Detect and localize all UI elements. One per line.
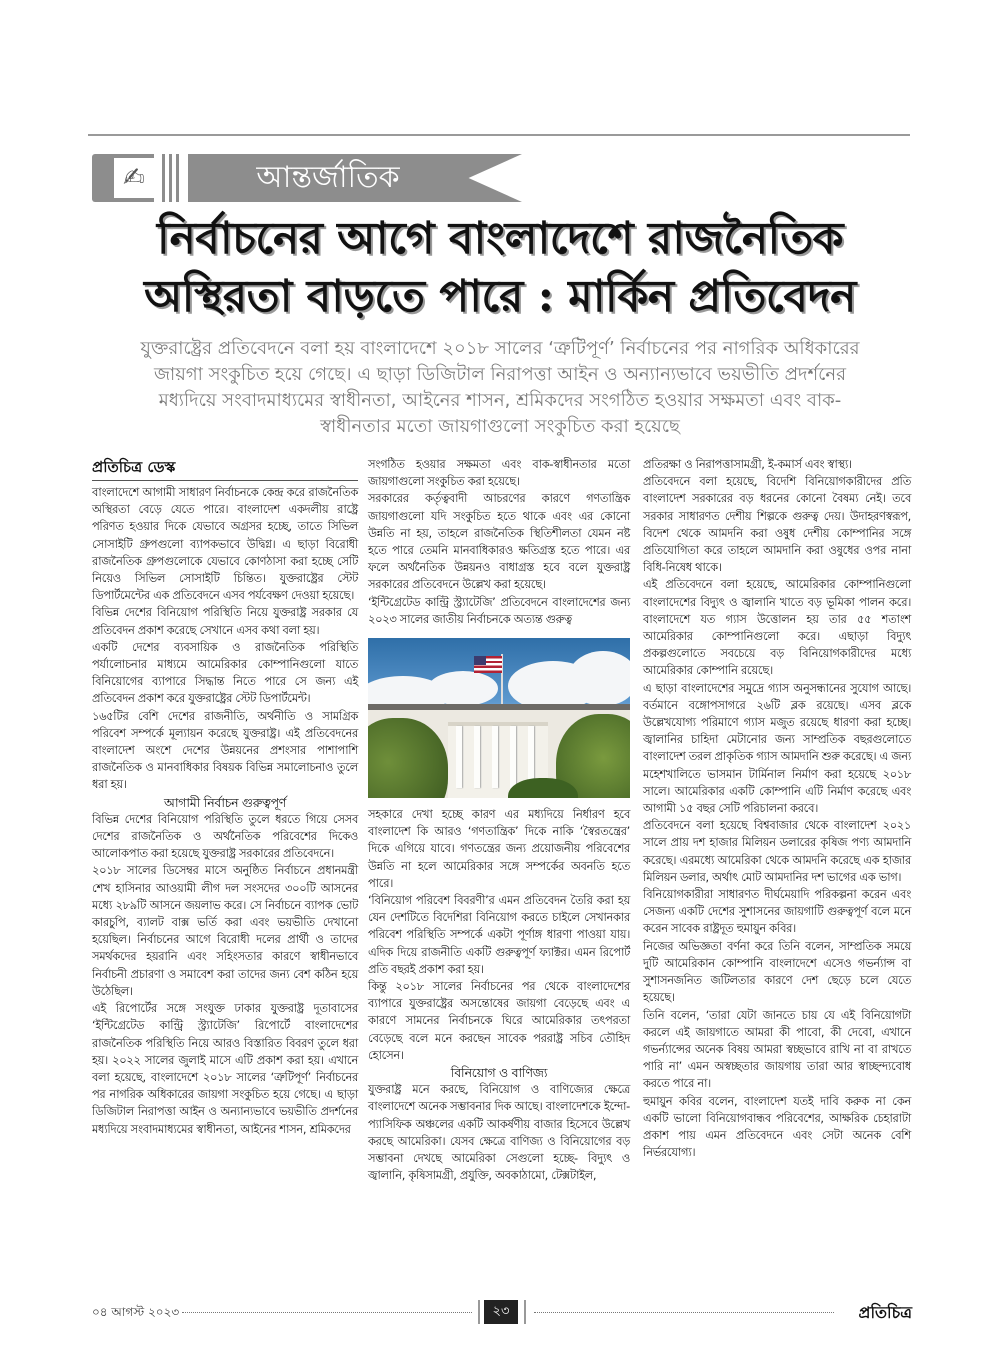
subhead: আগামী নির্বাচন গুরুত্বপূর্ণ: [163, 794, 287, 810]
paragraph: বাংলাদেশে আগামী সাধারণ নির্বাচনকে কেন্দ্র করে রাজনৈতিক অস্থিরতা বেড়ে যেতে পারে। বাংলাদেশ একদলীয় রাষ্ট্রে পরিণত হওয়ার দিকে যেভাবে অগ্রসর হচ্ছে, তাতে সিভিল সোসাইটি গ্রুপগুলো ব্যাপকভাবে উদ্বিগ্ন। এ ছাড়া বিরোধী রাজনৈতিক গ্রুপগুলোকে যেভাবে কোণঠাসা করা হচ্ছে সেটি নিয়েও সিভিল সোসাইটি চিন্তিত। যুক্তরাষ্ট্রের স্টেট ডিপার্টমেন্টের এক প্রতিবেদনে এসব পর্যবেক্ষণ দেওয়া হয়েছে।: [92, 485, 358, 603]
white-house-photo: [368, 638, 630, 798]
banner-bars: [162, 154, 180, 202]
paragraph: নিজের অভিজ্ঞতা বর্ণনা করে তিনি বলেন, সাম্প্রতিক সময়ে দুটি আমেরিকান কোম্পানি বাংলাদেশে এসেও গভর্ন্যান্স বা সুশাসনজনিত জটিলতার কারণে দেশ ছেড়ে চলে যেতে হয়েছে।: [643, 938, 911, 1005]
page-footer: [92, 1300, 912, 1324]
issue-date: ০৪ আগস্ট ২০২৩: [92, 1305, 180, 1319]
divider: [478, 1300, 480, 1324]
dotted-leader-left: [182, 1312, 472, 1313]
paragraph: সরকারের কর্তৃত্ববাদী আচরণের কারণে গণতান্ত্রিক জায়গাগুলো যদি সংকুচিত হতে থাকে এবং এর কোনো উন্নতি না হয়, তাহলে রাজনৈতিক স্থিতিশীলতা যেমন নষ্ট হতে পারে তেমনি মানবাধিকারও ক্ষতিগ্রস্ত হতে পারে। এর ফলে অর্থনৈতিক উন্নয়নও বাধাগ্রস্ত হবে বলে যুক্তরাষ্ট্র সরকারের প্রতিবেদনে উল্লেখ করা হয়েছে।: [368, 491, 630, 592]
byline: প্রতিচিত্র ডেস্ক: [92, 456, 358, 481]
section-banner: [92, 152, 522, 204]
paragraph: কিন্তু ২০১৮ সালের নির্বাচনের পর থেকে বাংলাদেশের ব্যাপারে যুক্তরাষ্ট্রের অসন্তোষের জায়গা বেড়েছে এবং এ কারণে সামনের নির্বাচনকে ঘিরে আমেরিকার তৎপরতা বেড়েছে বলে মনে করছেন সাবেক পররাষ্ট্র সচিব তৌহিদ হোসেন।: [368, 979, 630, 1062]
subheadline: যুক্তরাষ্ট্রের প্রতিবেদনে বলা হয় বাংলাদেশে ২০১৮ সালের ‘ত্রুটিপূর্ণ’ নির্বাচনের পর নাগরিক অধিকারের জায়গা সংকুচিত হয়ে গেছে। এ ছাড়া ডিজিটাল নিরাপত্তা আইন ও অন্যান্যভাবে ভয়ভীতি প্রদর্শনের মধ্যদিয়ে সংবাদমাধ্যমের স্বাধীনতা, আইনের শাসন, শ্রমিকদের সংগঠিত হওয়ার সক্ষমতা এবং বাক-স্বাধীনতার মতো জায়গাগুলো সংকুচিত করা হয়েছে: [140, 338, 860, 437]
dotted-leader-right: [534, 1312, 834, 1313]
paragraph: প্রতিবেদনে বলা হয়েছে, বিদেশি বিনিয়োগকারীদের প্রতি বাংলাদেশ সরকারের বড় ধরনের কোনো বৈষম্য নেই। তবে সরকার সাধারণত দেশীয় শিল্পকে গুরুত্ব দেয়। উদাহরণস্বরূপ, বিদেশ থেকে আমদনি করা ওষুধ দেশীয় কোম্পানির সঙ্গে প্রতিযোগিতা করে তাহলে আমদানি করা ওষুধের ওপর নানা বিধি-নিষেধ থাকে।: [643, 474, 911, 575]
banner-logo-block: [92, 154, 154, 202]
paragraph: প্রতিরক্ষা ও নিরাপত্তাসামগ্রী, ই-কমার্স এবং স্বাস্থ্য।: [643, 457, 852, 471]
headline-line-2: অস্থিরতা বাড়তে পারে : মার্কিন প্রতিবেদন: [144, 271, 856, 322]
paragraph: সহকারে দেখা হচ্ছে কারণ এর মধ্যদিয়ে নির্ধারণ হবে বাংলাদেশ কি আরও ‘গণতান্ত্রিক’ দিকে নাকি ‘স্বৈরতন্ত্রের’ দিকে এগিয়ে যাবে। গণতন্ত্রের জন্য প্রয়োজনীয় পরিবেশের উন্নতি না হলে আমেরিকার সঙ্গে সম্পর্কের অবনতি হতে পারে।: [368, 807, 630, 890]
paragraph: প্রতিবেদনে বলা হয়েছে বিশ্ববাজার থেকে বাংলাদেশ ২০২১ সালে প্রায় দশ হাজার মিলিয়ন ডলারের কৃষিজ পণ্য আমদানি করেছে। এরমধ্যে আমেরিকা থেকে আমদনি করেছে এক হাজার মিলিয়ন ডলার, অর্থাৎ মোট আমদানির দশ ভাগের এক ভাগ।: [643, 818, 911, 884]
paragraph: এই রিপোর্টের সঙ্গে সংযুক্ত ঢাকার যুক্তরাষ্ট্র দূতাবাসের ‘ইন্টিগ্রেটেড কান্ট্রি স্ট্র্যাটেজি’ রিপোর্টে বাংলাদেশের রাজনৈতিক পরিস্থিতি নিয়ে আরও বিস্তারিত বিবরণ তুলে ধরা হয়। ২০২২ সালের জুলাই মাসে এটি প্রকাশ করা হয়। এখানে বলা হয়েছে, বাংলাদেশে ২০১৮ সালের ‘ত্রুটিপূর্ণ’ নির্বাচনের পর নাগরিক অধিকারের জায়গা সংকুচিত হয়ে গেছে। এ ছাড়া ডিজিটাল নিরাপত্তা আইন ও অন্যান্যভাবে ভয়ভীতি প্রদর্শনের মধ্যদিয়ে সংবাদমাধ্যমের স্বাধীনতা, আইনের শাসন, শ্রমিকদের: [92, 1001, 358, 1136]
paragraph: একটি দেশের ব্যবসায়িক ও রাজনৈতিক পরিস্থিতি পর্যালোচনার মাধ্যমে আমেরিকার কোম্পানিগুলো যাতে বিনিয়োগের ব্যাপারে সিদ্ধান্ত নিতে পারে সে জন্য এই প্রতিবেদন প্রকাশ করে যুক্তরাষ্ট্রের স্টেট ডিপার্টমেন্ট।: [92, 639, 358, 706]
paragraph: হুমায়ুন কবির বলেন, বাংলাদেশ যতই দাবি করুক না কেন একটি ভালো বিনিয়োগবান্ধব পরিবেশের, আক্ষরিক চেহারাটা প্রকাশ পায় এমন প্রতিবেদনে এবং সেটা অনেক বেশি নির্ভরযোগ্য।: [643, 1093, 911, 1160]
article-column-3: [643, 456, 911, 1161]
headline: [100, 210, 900, 326]
page-number: ২৩: [484, 1300, 518, 1324]
publication-brand: প্রতিচিত্র: [858, 1303, 912, 1322]
paragraph: বিভিন্ন দেশের বিনিয়োগ পরিস্থিতি নিয়ে যুক্তরাষ্ট্র সরকার যে প্রতিবেদন প্রকাশ করেছে সেখানে এসব কথা বলা হয়।: [92, 605, 358, 637]
top-rule: [88, 134, 910, 136]
paragraph: বিনিয়োগকারীরা সাধারণত দীর্ঘমেয়াদি পরিকল্পনা করেন এবং সেজন্য একটি দেশের সুশাসনের জায়গাটি গুরুত্বপূর্ণ বলে মনে করেন সাবেক রাষ্ট্রদূত হুমায়ুন কবির।: [643, 887, 911, 936]
paragraph: তিনি বলেন, ‘তারা যেটা জানতে চায় যে এই বিনিয়োগটা করলে এই জায়গাতে আমরা কী পাবো, কী দেবো, এখানে গভর্ন্যান্সের অনেক বিষয় আমরা স্বচ্ছভাবে রাখি না বা রাখতে পারি না’ এমন অস্বচ্ছতার জায়গায় তারা আর স্বাচ্ছন্দ্যবোধ করতে পারে না।: [643, 1007, 911, 1091]
paragraph: বিভিন্ন দেশের বিনিয়োগ পরিস্থিতি তুলে ধরতে গিয়ে সেসব দেশের রাজনৈতিক ও অর্থনৈতিক পরিবেশের দিকেও আলোকপাত করা হয়েছে যুক্তরাষ্ট্র সরকারের প্রতিবেদনে।: [92, 811, 358, 861]
article-column-2: [368, 456, 630, 1185]
headline-line-1: নির্বাচনের আগে বাংলাদেশে রাজনৈতিক: [157, 213, 843, 264]
article-column-1: [92, 456, 358, 1138]
us-flag-icon: [474, 656, 502, 673]
paragraph: ২০১৮ সালের ডিসেম্বর মাসে অনুষ্ঠিত নির্বাচনে প্রধানমন্ত্রী শেখ হাসিনার আওয়ামী লীগ দল সংসদের ৩০০টি আসনের মধ্যে ২৮৯টি আসনে জয়লাভ করে। সে নির্বাচনে ব্যাপক ভোট কারচুপি, ব্যালট বাক্স ভর্তি করা এবং ভয়ভীতি দেখানো হয়েছিল। নির্বাচনের আগে বিরোধী দলের প্রার্থী ও তাদের সমর্থকদের হয়রানি এবং সহিংসতার কারণে স্বাধীনভাবে নির্বাচনী প্রচারণা ও সমাবেশ করা তাদের জন্য বেশ কঠিন হয়ে উঠেছিল।: [92, 863, 358, 998]
paragraph: সংগঠিত হওয়ার সক্ষমতা এবং বাক-স্বাধীনতার মতো জায়গাগুলো সংকুচিত করা হয়েছে।: [368, 457, 630, 489]
paragraph: এই প্রতিবেদনে বলা হয়েছে, আমেরিকার কোম্পানিগুলো বাংলাদেশের বিদ্যুৎ ও জ্বালানি খাতে বড় ভূমিকা পালন করে। বাংলাদেশে যত গ্যাস উত্তোলন হয় তার ৫৫ শতাংশ আমেরিকার কোম্পানিগুলো করে। এছাড়া বিদ্যুৎ প্রকল্পগুলোতে সবচেয়ে বড় বিনিয়োগকারীদের মধ্যে আমেরিকার কোম্পানি রয়েছে।: [643, 577, 911, 678]
paragraph: ১৬৫টির বেশি দেশের রাজনীতি, অর্থনীতি ও সামগ্রিক পরিবেশ সম্পর্কে মূল্যায়ন করেছে যুক্তরাষ্ট্র। এই প্রতিবেদনের বাংলাদেশ অংশে দেশের উন্নয়নের প্রশংসার পাশাপাশি রাজনৈতিক ও মানবাধিকার বিষয়ক বিভিন্ন সমালোচনাও তুলে ধরা হয়।: [92, 708, 358, 792]
paragraph: ‘বিনিয়োগ পরিবেশ বিবরণী’র এমন প্রতিবেদন তৈরি করা হয় যেন দেশটিতে বিদেশিরা বিনিয়োগ করতে চাইলে সেখানকার পরিবেশ পরিস্থিতি সম্পর্কে একটা পূর্ণাঙ্গ ধারণা পাওয়া যায়। এদিক দিয়ে রাজনীতি একটি গুরুত্বপূর্ণ ফ্যাক্টর। এমন রিপোর্ট প্রতি বছরই প্রকাশ করা হয়।: [368, 893, 630, 976]
paragraph: এ ছাড়া বাংলাদেশের সমুদ্রে গ্যাস অনুসন্ধানের সুযোগ আছে। বর্তমানে বঙ্গোপসাগরে ২৬টি ব্লক রয়েছে। এসব ব্লকে উল্লেখযোগ্য পরিমাণে গ্যাস মজুত রয়েছে ধারণা করা হচ্ছে। জ্বালানির চাহিদা মেটানোর জন্য সাম্প্রতিক বছরগুলোতে বাংলাদেশ তরল প্রাকৃতিক গ্যাস আমদানি শুরু করেছে। এ জন্য মহেশখালিতে ভাসমান টার্মিনাল নির্মাণ করা হয়েছে ২০১৮ সালে। আমেরিকার একটি কোম্পানি এটি নির্মাণ করেছে এবং আগামী ১৫ বছর সেটি পরিচালনা করবে।: [643, 680, 911, 816]
section-label: আন্তর্জাতিক: [256, 160, 400, 195]
paragraph: যুক্তরাষ্ট্র মনে করছে, বিনিয়োগ ও বাণিজ্যের ক্ষেত্রে বাংলাদেশে অনেক সম্ভাবনার দিক আছে। বাংলাদেশকে ইন্দো-প্যাসিফিক অঞ্চলের একটি আকর্ষণীয় বাজার হিসেবে উল্লেখ করছে আমেরিকা। যেসব ক্ষেত্রে বাণিজ্য ও বিনিয়োগের বড় সম্ভাবনা দেখছে আমেরিকা সেগুলো হচ্ছে- বিদ্যুৎ ও জ্বালানি, কৃষিসামগ্রী, প্রযুক্তি, অবকাঠামো, টেক্সটাইল,: [368, 1082, 630, 1183]
subhead: বিনিয়োগ ও বাণিজ্য: [450, 1065, 548, 1081]
divider: [524, 1300, 526, 1324]
quill-pen-icon: ✍: [114, 158, 154, 198]
paragraph: ‘ইন্টিগ্রেটেড কান্ট্রি স্ট্র্যাটেজি’ প্রতিবেদনে বাংলাদেশের জন্য ২০২৩ সালের জাতীয় নির্বাচনকে অত্যন্ত গুরুত্ব: [368, 594, 630, 626]
